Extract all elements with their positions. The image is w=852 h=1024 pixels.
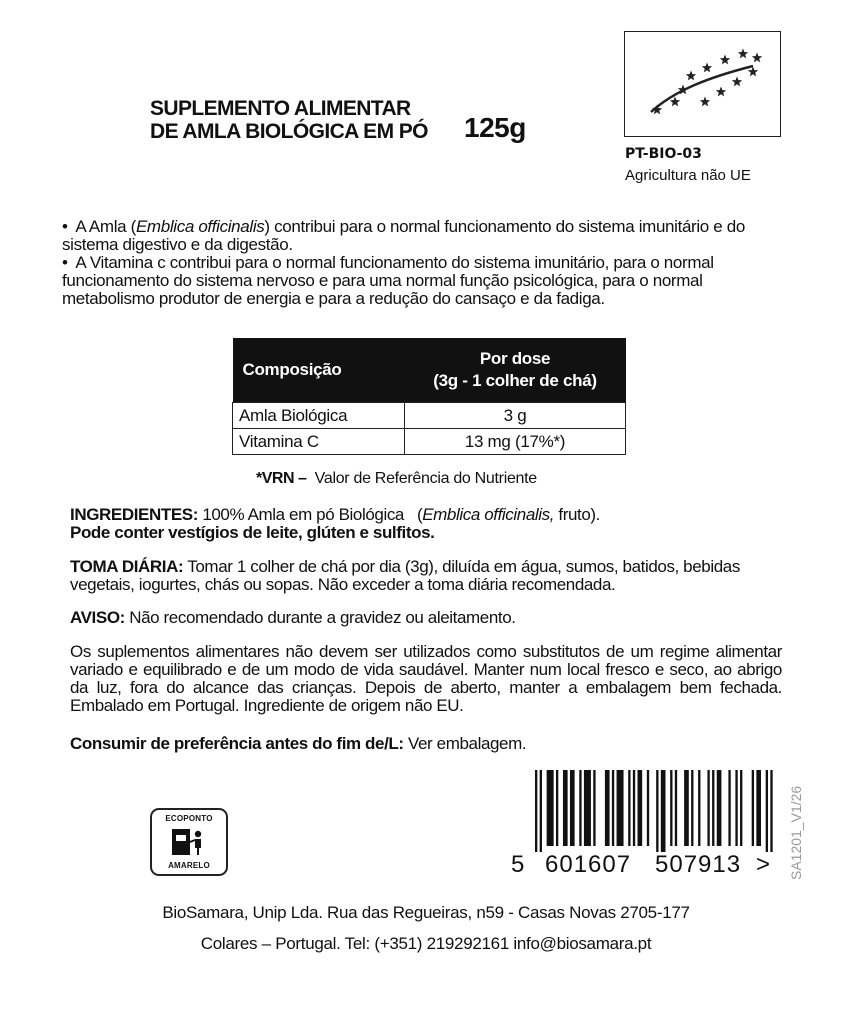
barcode-bar [740,770,742,846]
barcode-bar [570,770,575,846]
barcode-bar [770,770,772,852]
product-weight: 125g [464,112,526,143]
scientific-name: Emblica officinalis, [422,505,555,524]
ingredients-label: INGREDIENTES: [70,505,198,524]
barcode-bar [547,770,554,846]
product-title-line2: DE AMLA BIOLÓGICA EM PÓ [150,120,428,143]
claim-item: • A Vitamina c contribui para o normal funcionamento do sistema imunitário, para o normal funcionamento do sistema nervoso e para uma normal função psicológica, para o normal metabolismo produtor de energia e para a redução do cansaço e da fadiga. [62,253,714,308]
barcode-bar [540,770,542,852]
vrn-text: Valor de Referência do Nutriente [314,470,537,487]
warning-label: AVISO: [70,608,125,627]
barcode-bar [617,770,624,846]
print-version-code: SA1201_V1/26 [788,785,804,880]
table-header-row [233,338,626,403]
ingredients-text: 100% Amla em pó Biológica ( [202,505,423,524]
barcode-bar [535,770,537,852]
barcode-group1: 601607 [545,851,632,878]
claim-item: • A Amla (Emblica officinalis) contribui para o normal funcionamento do sistema imunitário e do sistema digestivo e da digestão. [62,217,745,254]
barcode-bar [752,770,754,846]
barcode-bar [670,770,672,846]
best-before [70,735,782,753]
header-per-dose-line1: Por dose [479,349,551,368]
barcode [535,770,775,852]
vrn-label: *VRN – [256,470,307,487]
eu-star-icon [720,55,730,65]
best-before-text: Ver embalagem. [408,734,527,753]
eu-star-icon [716,87,726,97]
eu-star-icon [752,53,762,63]
recycling-bin-icon [166,825,212,859]
barcode-bar [579,770,581,846]
health-claims [62,218,782,308]
barcode-bar [556,770,558,846]
barcode-bar [633,770,635,846]
eu-star-icon [738,49,748,59]
header-per-dose-line2: (3g - 1 colher de chá) [433,371,597,390]
eu-organic-leaf-icon [624,31,781,137]
barcode-bar [656,770,658,852]
barcode-bar [717,770,722,846]
eu-star-icon [732,77,742,87]
barcode-bar [728,770,730,846]
row-value: 3 g [405,403,626,429]
best-before-label: Consumir de preferência antes do fim de/L: [70,734,404,753]
barcode-arrow: > [756,851,772,878]
eu-star-icon [686,71,696,81]
barcode-bar [698,770,700,846]
barcode-bar [593,770,595,846]
row-value: 13 mg (17%*) [405,429,626,455]
ecoponto-bottom-label: AMARELO [168,861,210,870]
barcode-bar [661,770,666,852]
disclaimer: Os suplementos alimentares não devem ser utilizados como substitutos de um regime alimentar variado e equilibrado e de um modo de vida saudável. Manter num local fresco e seco, ao abrigo da luz, fora do alcance das crianças. Depois de aberto, manter a embalagem bem fechada. Embalado em Portugal. Ingrediente de origem não EU. [70,642,782,715]
barcode-first-digit: 5 [511,851,526,878]
ingredients-section [70,506,782,542]
header-composition: Composição [233,338,405,403]
barcode-bar [684,770,689,846]
barcode-bar [675,770,677,846]
composition-table [232,338,626,455]
table-row [233,403,626,429]
claim-text: A Vitamina c contribui para o normal funcionamento do sistema imunitário, para o normal funcionamento do sistema nervoso e para uma normal função psicológica, para o normal metabolismo produtor de energia e para a redução do cansaço e da fadiga. [62,253,714,308]
daily-dose-label: TOMA DIÁRIA: [70,557,184,576]
row-name: Vitamina C [233,429,405,455]
table-row [233,429,626,455]
barcode-bar [707,770,709,846]
ecoponto-badge [150,808,228,876]
scientific-name: Emblica officinalis [135,217,265,236]
claim-text: ) contribui para o normal funcionamento do sistema imunitário e do sistema digestivo e da digestão. [62,217,745,254]
eu-star-icon [700,97,710,107]
barcode-bar [756,770,761,846]
product-title [150,97,428,143]
claim-text: A Amla ( [75,217,136,236]
barcode-bar [735,770,737,846]
barcode-bar [612,770,614,846]
barcode-bar [766,770,768,852]
row-name: Amla Biológica [233,403,405,429]
daily-dose-section [70,558,782,594]
eu-star-icon [702,63,712,73]
company-address-line2: Colares – Portugal. Tel: (+351) 219292161 info@biosamara.pt [200,934,652,953]
barcode-bar [628,770,630,846]
warning-section [70,609,782,627]
barcode-bar [638,770,643,846]
daily-dose-text: Tomar 1 colher de chá por dia (3g), diluída em água, sumos, batidos, bebidas vegetais, iogurtes, chás ou sopas. Não exceder a toma diária recomendada. [70,557,740,594]
company-address-line1: BioSamara, Unip Lda. Rua das Regueiras, n59 - Casas Novas 2705-177 [162,903,690,922]
barcode-bar [563,770,568,846]
certification-code: PT-BIO-03 [625,146,702,162]
vrn-note [256,470,537,488]
header-per-dose [405,338,626,403]
ecoponto-top-label: ECOPONTO [165,814,213,823]
barcode-group2: 507913 [655,851,742,878]
barcode-bar [647,770,649,846]
warning-text: Não recomendado durante a gravidez ou aleitamento. [129,608,516,627]
barcode-bar [712,770,714,846]
certification-origin: Agricultura não UE [625,167,751,184]
ingredients-text-end: fruto). [554,505,600,524]
barcode-bar [691,770,693,846]
barcode-bar [605,770,610,846]
product-title-line1: SUPLEMENTO ALIMENTAR [150,97,411,120]
allergen-warning: Pode conter vestígios de leite, glúten e sulfitos. [70,523,435,542]
eu-star-icon [652,105,662,115]
barcode-bar [584,770,591,846]
